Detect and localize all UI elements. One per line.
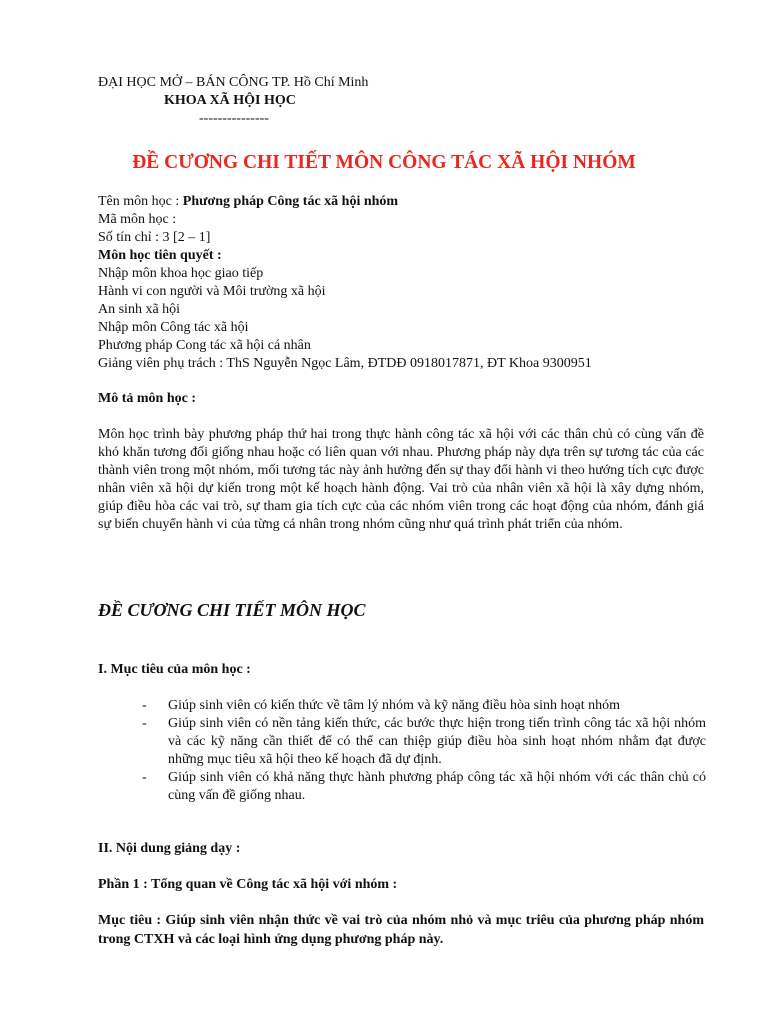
course-name-label: Tên môn học : <box>98 194 183 209</box>
part1-objective: Mục tiêu : Giúp sinh viên nhận thức về vai trò của nhóm nhỏ và mục triêu của phương pháp nhóm trong CTXH và các loại hình ứng dụng phương pháp này. <box>98 913 704 947</box>
description-text: Môn học trình bày phương pháp thứ hai trong thực hành công tác xã hội với các thân chủ có cùng vấn đề khó khăn tương đối giống nhau hoặc có liên quan với nhau. Phương pháp này dựa trên sự tương tác của các thành viên trong một nhóm, mối tương tác này ảnh hưởng đến sự thay đổi hành vi theo hướng tích cực được nhân viên xã hội dự kiến trong một kế hoạch hành động. Vai trò của nhân viên xã hội là xây dựng nhóm, giúp điều hòa các vai trò, sự tham gia tích cực của các nhóm viên trong các hoạt động của nhóm, đánh giá sự biến chuyển hành vi của từng cá nhân trong nhóm cũng như quá trình phát triển của nhóm. <box>98 427 704 533</box>
course-credits: Số tín chỉ : 3 [2 – 1] <box>98 230 211 245</box>
objective-item: - Giúp sinh viên có nền tảng kiến thức, các bước thực hiện trong tiến trình công tác xã hội nhóm và các kỹ năng cần thiết để có thể can thiệp giúp điều hòa sinh hoạt nhóm nhằm đạt được những mục tiêu xã hội theo kế hoạch đã dự định. <box>140 715 706 769</box>
course-code: Mã môn học : <box>98 212 177 227</box>
course-name-value: Phương pháp Công tác xã hội nhóm <box>182 194 399 209</box>
description-heading: Mô tả môn học : <box>98 391 196 406</box>
header-divider: --------------- <box>199 111 269 126</box>
part1-heading: Phần 1 : Tổng quan về Công tác xã hội với nhóm : <box>98 877 398 892</box>
prerequisite-item: Phương pháp Cong tác xã hội cá nhân <box>98 338 311 353</box>
prerequisite-item: Nhập môn khoa học giao tiếp <box>98 266 264 281</box>
objective-item: - Giúp sinh viên có khả năng thực hành phương pháp công tác xã hội nhóm với các thân chủ có cùng vấn đề giống nhau. <box>140 769 706 805</box>
outline-heading: ĐỀ CƯƠNG CHI TIẾT MÔN HỌC <box>98 600 366 620</box>
prerequisite-item: An sinh xã hội <box>98 302 181 317</box>
objectives-list <box>140 697 706 805</box>
document-title: ĐỀ CƯƠNG CHI TIẾT MÔN CÔNG TÁC XÃ HỘI NHÓM <box>132 152 636 173</box>
prerequisites-heading: Môn học tiên quyết : <box>98 248 222 263</box>
prerequisite-item: Nhập môn Công tác xã hội <box>98 320 249 335</box>
prerequisite-item: Hành vi con người và Môi trường xã hội <box>98 284 326 299</box>
objective-item: - Giúp sinh viên có kiến thức về tâm lý nhóm và kỹ năng điều hòa sinh hoạt nhóm <box>140 697 706 715</box>
faculty-name: KHOA XÃ HỘI HỌC <box>164 93 296 108</box>
section2-heading: II. Nội dung giảng dạy : <box>98 841 241 856</box>
course-name <box>98 193 398 211</box>
section1-heading: I. Mục tiêu của môn học : <box>98 662 251 677</box>
university-name: ĐẠI HỌC MỞ – BÁN CÔNG TP. Hồ Chí Minh <box>98 75 369 90</box>
lecturer-info: Giảng viên phụ trách : ThS Nguyễn Ngọc Lâm, ĐTDĐ 0918017871, ĐT Khoa 9300951 <box>98 356 592 371</box>
